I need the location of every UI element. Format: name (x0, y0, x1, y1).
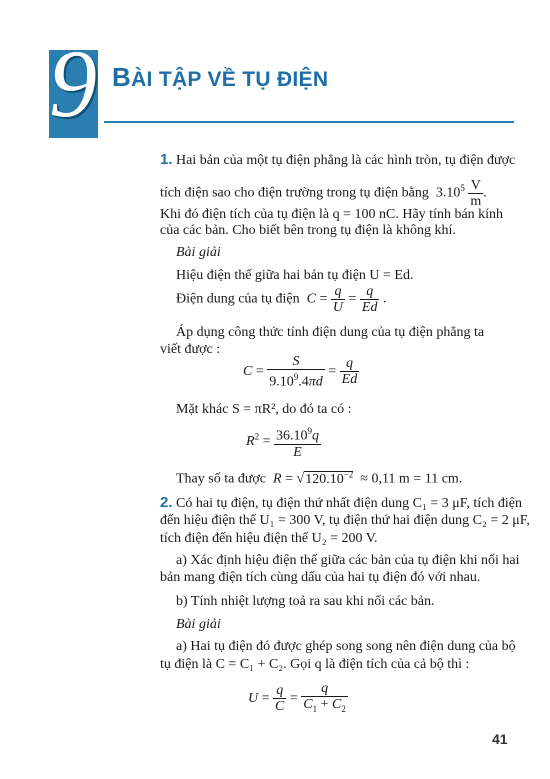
problem1-solution-1: Hiệu điện thế giữa hai bản tụ điện U = Ed. (176, 268, 414, 283)
problem1-line4: của các bản. Cho biết bên trong tụ điện là không khí. (160, 223, 456, 238)
field-value: 3.10 (435, 185, 461, 201)
problem1-solution-3: Áp dụng công thức tính điện dung của tụ điện phẳng ta (176, 325, 485, 340)
problem2-question-a-1: a) Xác định hiệu điện thế giữa các bản của tụ điện khi nối hai (176, 553, 520, 568)
problem1-text-2: tích điện sao cho điện trường trong tụ điện bằng (160, 185, 429, 201)
page-number: 41 (492, 731, 508, 747)
substitution-label: Thay số ta được (176, 471, 267, 487)
field-unit (468, 178, 483, 209)
chapter-title-rest: ÀI TẬP VỀ TỤ ĐIỆN (131, 68, 329, 91)
problem2-line2: đến hiệu điện thế U₁ = 300 V, tụ điện thứ hai điện dung C₂ = 2 μF, (160, 513, 530, 528)
problem2-solution-label: Bài giải (176, 617, 221, 632)
title-rule (104, 121, 514, 123)
problem1-solution-4: viết được : (160, 342, 221, 357)
problem1-text-1: Hai bản của một tụ điện phẳng là các hình tròn, tụ điện được (176, 153, 516, 168)
problem1-solution-5: Mặt khác S = πR², do đó ta có : (176, 402, 352, 417)
problem2-text-1: Có hai tụ điện, tụ điện thứ nhất điện dung C₁ = 3 μF, tích điện (176, 496, 523, 511)
problem2-solution-2: tụ điện là C = C₁ + C₂. Gọi q là điện tích của cả bộ thì : (160, 657, 470, 672)
capacitance-label: Điện dung của tụ điện (176, 291, 300, 307)
problem2-solution-1: a) Hai tụ điện đó được ghép song song nên điện dung của bộ (176, 639, 516, 654)
chapter-title-initial: B (112, 62, 132, 92)
problem2-line3: tích điện đến hiệu điện thế U₂ = 200 V. (160, 531, 378, 546)
problem1-solution-6: Thay số ta được $R = √120.10^{-2} \approx 0,11$ m = 11 cm. (176, 469, 463, 487)
chapter-number: 9 (49, 30, 97, 137)
chapter-title (112, 62, 328, 93)
problem2-number: 2. (160, 494, 173, 511)
unit-denominator: m (470, 194, 482, 209)
field-exponent: 5 (460, 183, 465, 194)
problem1-solution-label: Bài giải (176, 245, 221, 260)
problem2-line1 (160, 494, 522, 513)
problem1-number: 1. (160, 151, 173, 168)
formula-plate-capacitor: C = $\frac{S}{9.10^9.4\pi d}$ = $\frac{q}{Ed}$ (243, 354, 358, 390)
problem1-line3: Khi đó điện tích của tụ điện là q = 100 nC. Hãy tính bán kính (160, 207, 504, 222)
formula-combined-voltage: U = $\frac{q}{C}$ = $\frac{q}{C_1 + C_2}$ (248, 681, 346, 715)
problem1-line1 (160, 151, 515, 170)
radius-result: ≈ 0,11 m = 11 cm. (360, 471, 463, 487)
problem1-solution-2: Điện dung của tụ điện C = $\frac{q}{U}$ = $\frac{q}{Ed}$ . (176, 284, 387, 315)
unit-numerator: V (468, 178, 483, 194)
problem2-question-a-2: bản mang điện tích cùng dấu của hai tụ điện đó với nhau. (160, 570, 481, 585)
problem1-line2: tích điện sao cho điện trường trong tụ điện bằng 3.10$^5$ $\frac{V}{m}$ . (160, 178, 487, 209)
formula-radius-squared: $R^2$ = $\frac{36.10^9q}{E}$ (246, 426, 319, 460)
problem2-question-b: b) Tính nhiệt lượng toả ra sau khi nối các bản. (176, 594, 435, 609)
